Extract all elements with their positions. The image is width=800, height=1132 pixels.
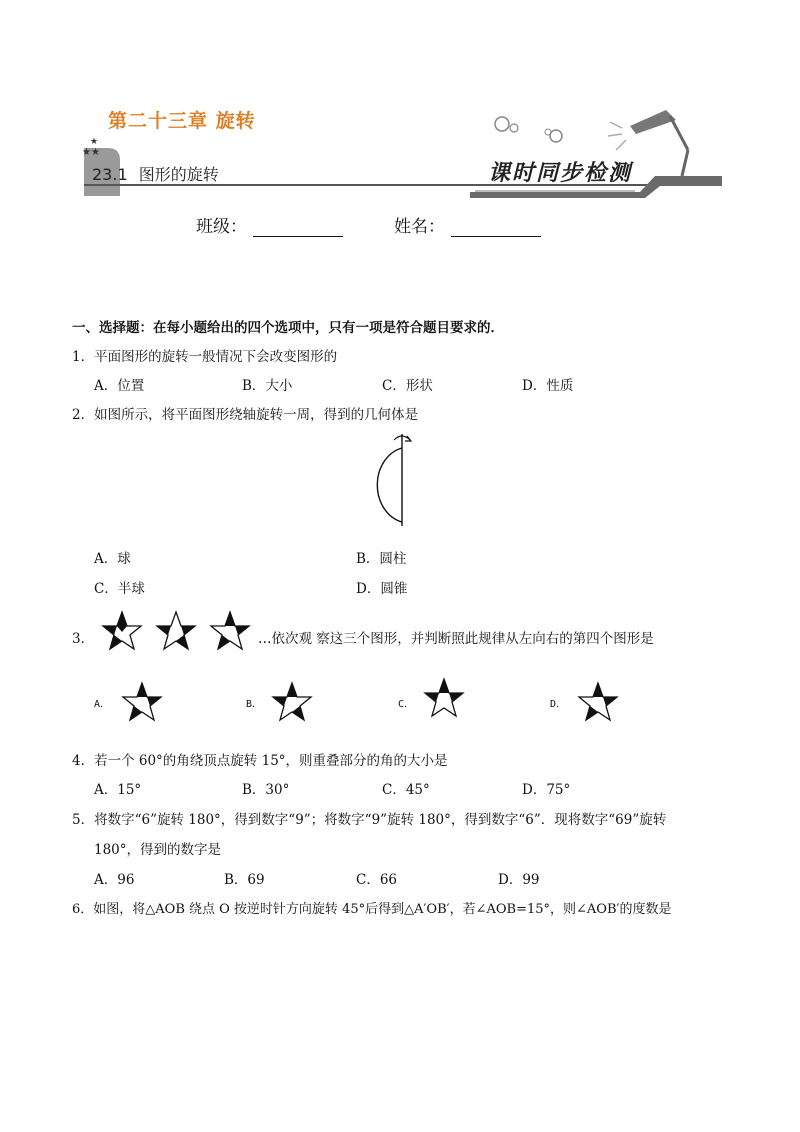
- svg-text:★: ★: [90, 137, 99, 147]
- q2-option-c[interactable]: C．半球: [94, 581, 145, 597]
- q3-option-a[interactable]: A．: [94, 699, 111, 710]
- q1-option-b[interactable]: B．大小: [242, 378, 293, 394]
- section-number: 23.1: [92, 165, 128, 184]
- q2-option-a[interactable]: A．球: [94, 551, 131, 567]
- section-name: 图形的旋转: [138, 165, 219, 184]
- q5-stem-line2: 180°，得到的数字是: [94, 842, 222, 858]
- q3-option-b-star[interactable]: [268, 680, 316, 726]
- q3-option-a-star[interactable]: [118, 680, 166, 726]
- q2-option-b[interactable]: B．圆柱: [356, 551, 407, 567]
- q3-number: 3．: [72, 631, 95, 647]
- q5-option-c[interactable]: C．66: [356, 872, 398, 888]
- q3-option-d[interactable]: D．: [550, 699, 567, 710]
- q3-stem: …依次观 察这三个图形，并判断照此规律从左向右的第四个图形是: [258, 631, 654, 647]
- q3-option-b[interactable]: B．: [246, 699, 263, 710]
- name-blank[interactable]: [451, 222, 541, 237]
- chapter-title: 第二十三章 旋转: [108, 110, 256, 132]
- svg-text:★★: ★★: [82, 147, 100, 158]
- class-field[interactable]: [196, 212, 343, 237]
- q3-option-c[interactable]: C．: [398, 699, 415, 710]
- class-label: 班级：: [196, 217, 247, 237]
- q5-option-a[interactable]: A．96: [94, 872, 135, 888]
- q4-stem: 4．若一个 60°的角绕顶点旋转 15°，则重叠部分的角的大小是: [72, 753, 448, 769]
- name-field[interactable]: [394, 212, 541, 237]
- q4-option-d[interactable]: D．75°: [522, 782, 571, 798]
- q5-option-d[interactable]: D．99: [498, 872, 540, 888]
- q1-stem: 1．平面图形的旋转一般情况下会改变图形的: [72, 349, 338, 365]
- sequence-star-2: [157, 612, 195, 649]
- q1-option-c[interactable]: C．形状: [382, 378, 433, 394]
- class-blank[interactable]: [253, 222, 343, 237]
- q4-option-c[interactable]: C．45°: [382, 782, 430, 798]
- sequence-star-1: [103, 612, 141, 649]
- section-title: [92, 162, 219, 185]
- part1-heading: 一、选择题：在每小题给出的四个选项中，只有一项是符合题目要求的．: [72, 320, 504, 336]
- q1-option-d[interactable]: D．性质: [522, 378, 574, 394]
- q3-option-d-star[interactable]: [574, 680, 622, 726]
- brand-text: 课时同步检测: [488, 161, 633, 186]
- q4-option-b[interactable]: B．30°: [242, 782, 290, 798]
- q3-sequence-figures: [98, 608, 258, 656]
- q2-option-d[interactable]: D．圆锥: [356, 581, 408, 597]
- sequence-star-3: [211, 612, 249, 649]
- q2-stem: 2．如图所示，将平面图形绕轴旋转一周，得到的几何体是: [72, 407, 419, 423]
- q6-stem: 6．如图，将△AOB 绕点 O 按逆时针方向旋转 45°后得到△A′OB′，若∠AOB=15°，则∠AOB′的度数是: [72, 902, 672, 917]
- name-label: 姓名：: [394, 217, 445, 237]
- q5-option-b[interactable]: B．69: [224, 872, 265, 888]
- q3-option-c-star[interactable]: [420, 676, 468, 722]
- q1-option-a[interactable]: A．位置: [94, 378, 145, 394]
- q2-semicircle-figure: [360, 430, 420, 530]
- q4-option-a[interactable]: A．15°: [94, 782, 142, 798]
- q5-stem-line1: 5．将数字“6”旋转 180°，得到数字“9”；将数字“9”旋转 180°，得到数字“6”．现将数字“69”旋转: [72, 812, 667, 828]
